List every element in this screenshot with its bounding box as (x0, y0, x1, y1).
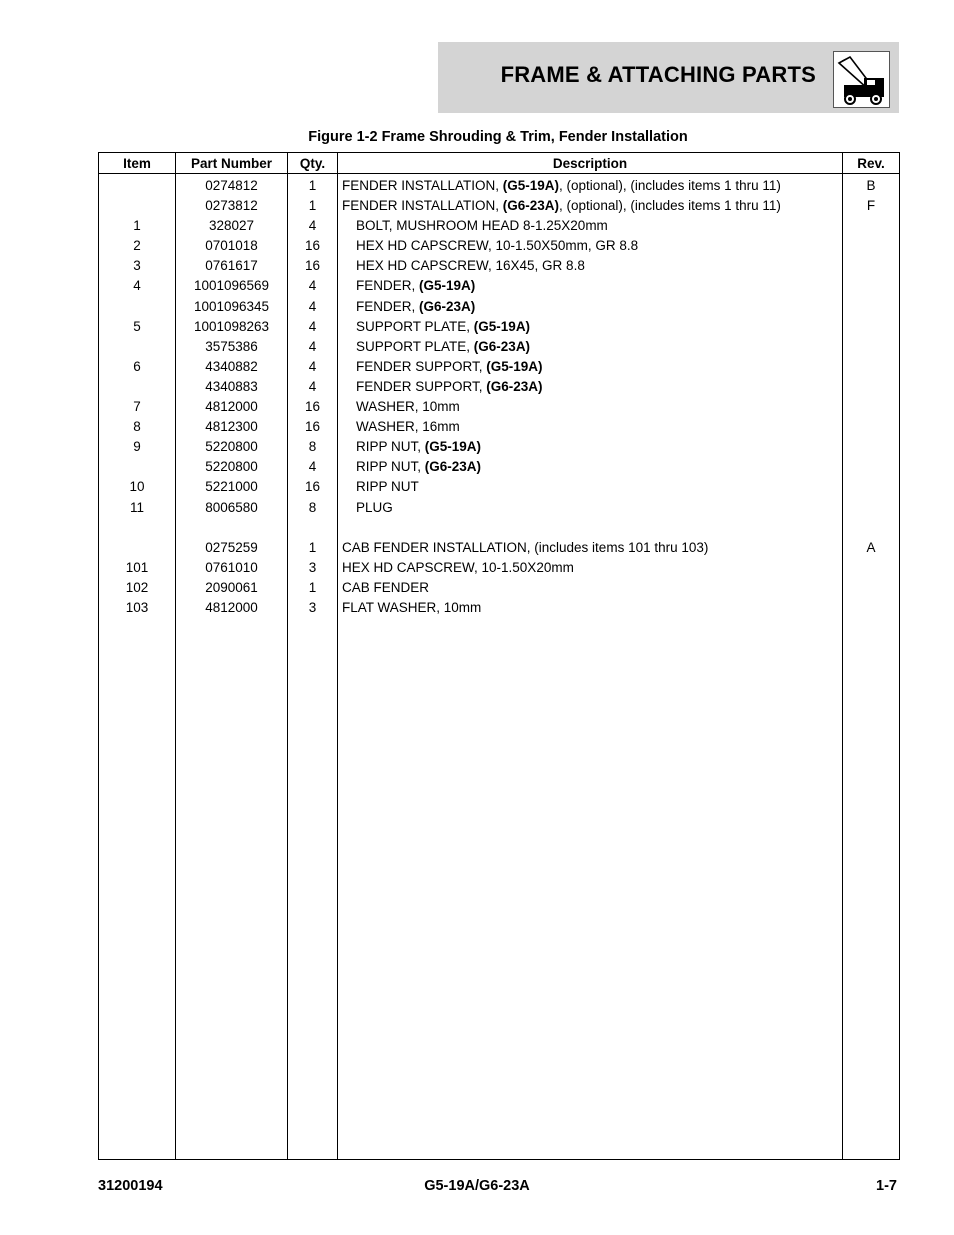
description-cell (338, 538, 843, 558)
qty-cell: 4 (288, 297, 338, 317)
page-number: 1-7 (876, 1178, 897, 1194)
qty-cell: 1 (288, 538, 338, 558)
description-text: SUPPORT PLATE, (356, 318, 474, 334)
table-row (99, 518, 900, 538)
section-title: FRAME & ATTACHING PARTS (500, 62, 816, 87)
description-text: FENDER INSTALLATION, (342, 178, 503, 193)
item-cell: 4 (99, 276, 176, 296)
rev-cell (843, 417, 900, 437)
rev-cell (843, 477, 900, 497)
parts-table (98, 152, 900, 1160)
table-row (99, 437, 900, 457)
qty-cell: 16 (288, 397, 338, 417)
item-cell: 102 (99, 578, 176, 598)
item-cell: 1 (99, 216, 176, 236)
description-cell (338, 518, 843, 538)
part-number-cell: 0275259 (176, 538, 288, 558)
part-number-cell: 4340883 (176, 377, 288, 397)
table-row (99, 558, 900, 578)
table-row (99, 417, 900, 437)
table-row (99, 216, 900, 236)
description-cell (338, 477, 843, 497)
item-cell: 11 (99, 498, 176, 518)
description-cell (338, 337, 843, 357)
description-cell (338, 196, 843, 216)
qty-cell: 4 (288, 457, 338, 477)
description-text: PLUG (356, 499, 393, 515)
rev-cell (843, 317, 900, 337)
rev-cell (843, 337, 900, 357)
machine-icon (833, 51, 890, 108)
model-code: (G6-23A) (424, 459, 482, 475)
description-cell (338, 256, 843, 276)
table-filler-row (99, 618, 900, 1159)
qty-cell: 4 (288, 337, 338, 357)
description-text: WASHER, 10mm (356, 399, 460, 415)
description-text: SUPPORT PLATE, (356, 338, 474, 354)
part-number-cell: 8006580 (176, 498, 288, 518)
table-row (99, 317, 900, 337)
rev-cell (843, 558, 900, 578)
rev-cell (843, 297, 900, 317)
column-header-part-number: Part Number (176, 153, 288, 174)
table-row (99, 477, 900, 497)
description-cell (338, 417, 843, 437)
item-cell: 8 (99, 417, 176, 437)
rev-cell: A (843, 538, 900, 558)
model-code: (G5-19A) (424, 439, 482, 455)
rev-cell (843, 457, 900, 477)
description-cell (338, 397, 843, 417)
rev-cell (843, 397, 900, 417)
description-cell (338, 297, 843, 317)
rev-cell (843, 578, 900, 598)
description-cell (338, 498, 843, 518)
table-row (99, 337, 900, 357)
item-cell (99, 457, 176, 477)
item-cell: 101 (99, 558, 176, 578)
table-row (99, 297, 900, 317)
column-header-rev: Rev. (843, 153, 900, 174)
rev-cell (843, 216, 900, 236)
item-cell: 103 (99, 598, 176, 618)
description-text: BOLT, MUSHROOM HEAD 8-1.25X20mm (356, 218, 608, 234)
description-text: WASHER, 16mm (356, 419, 460, 435)
table-row (99, 196, 900, 216)
item-cell: 2 (99, 236, 176, 256)
table-row (99, 538, 900, 558)
item-cell (99, 337, 176, 357)
item-cell: 3 (99, 256, 176, 276)
column-header-item: Item (99, 153, 176, 174)
part-number-cell: 4340882 (176, 357, 288, 377)
qty-cell: 8 (288, 498, 338, 518)
table-row (99, 498, 900, 518)
qty-cell: 1 (288, 174, 338, 197)
rev-cell (843, 357, 900, 377)
description-cell (338, 578, 843, 598)
qty-cell: 4 (288, 357, 338, 377)
description-cell (338, 216, 843, 236)
part-number-cell: 1001098263 (176, 317, 288, 337)
item-cell (99, 518, 176, 538)
description-text: CAB FENDER (342, 579, 430, 595)
figure-title: Figure 1-2 Frame Shrouding & Trim, Fender Installation (308, 129, 688, 145)
description-cell (338, 236, 843, 256)
description-text: FENDER, (356, 278, 420, 294)
item-cell: 6 (99, 357, 176, 377)
rev-cell: B (843, 174, 900, 197)
doc-number: 31200194 (98, 1178, 163, 1194)
model-code: (G5-19A) (502, 178, 560, 193)
model-code: (G6-23A) (502, 198, 560, 214)
part-number-cell: 0761010 (176, 558, 288, 578)
description-text: FENDER, (356, 298, 420, 314)
qty-cell: 4 (288, 216, 338, 236)
table-body (99, 174, 900, 1160)
description-cell (338, 437, 843, 457)
part-number-cell: 4812000 (176, 598, 288, 618)
qty-cell: 3 (288, 558, 338, 578)
description-text: FLAT WASHER, 10mm (342, 599, 482, 615)
table-row (99, 276, 900, 296)
part-number-cell: 5221000 (176, 477, 288, 497)
description-suffix: , (optional), (includes items 1 thru 11) (559, 178, 781, 193)
part-number-cell: 4812300 (176, 417, 288, 437)
qty-cell: 16 (288, 236, 338, 256)
section-header (438, 42, 899, 113)
table-row (99, 236, 900, 256)
qty-cell: 16 (288, 417, 338, 437)
part-number-cell: 5220800 (176, 437, 288, 457)
item-cell (99, 196, 176, 216)
table-row (99, 397, 900, 417)
description-cell (338, 276, 843, 296)
rev-cell (843, 437, 900, 457)
qty-cell: 4 (288, 276, 338, 296)
part-number-cell: 1001096569 (176, 276, 288, 296)
part-number-cell: 3575386 (176, 337, 288, 357)
qty-cell: 3 (288, 598, 338, 618)
column-header-qty: Qty. (288, 153, 338, 174)
model-code: (G5-19A) (419, 278, 476, 294)
description-cell (338, 317, 843, 337)
model-code: (G5-19A) (486, 358, 543, 374)
part-number-cell: 2090061 (176, 578, 288, 598)
table-row (99, 377, 900, 397)
rev-cell (843, 377, 900, 397)
description-cell (338, 457, 843, 477)
description-text: HEX HD CAPSCREW, 16X45, GR 8.8 (356, 258, 585, 274)
qty-cell: 1 (288, 196, 338, 216)
description-text: CAB FENDER INSTALLATION, (includes items 101 thru 103) (342, 539, 709, 555)
qty-cell: 4 (288, 377, 338, 397)
part-number-cell (176, 518, 288, 538)
description-text: FENDER INSTALLATION, (342, 198, 503, 214)
part-number-cell: 0274812 (176, 174, 288, 197)
rev-cell (843, 256, 900, 276)
description-cell (338, 598, 843, 618)
description-cell (338, 558, 843, 578)
table-header-row (99, 153, 900, 174)
qty-cell: 16 (288, 256, 338, 276)
rev-cell (843, 498, 900, 518)
model-code: (G6-23A) (419, 298, 476, 314)
description-suffix: , (optional), (includes items 1 thru 11) (559, 198, 781, 214)
model-code: (G6-23A) (486, 378, 543, 394)
rev-cell: F (843, 196, 900, 216)
description-cell (338, 357, 843, 377)
item-cell (99, 174, 176, 197)
part-number-cell: 4812000 (176, 397, 288, 417)
description-text: HEX HD CAPSCREW, 10-1.50X20mm (342, 559, 574, 575)
table-row (99, 357, 900, 377)
rev-cell (843, 276, 900, 296)
part-number-cell: 5220800 (176, 457, 288, 477)
model-code: (G6-23A) (473, 338, 531, 354)
rev-cell (843, 236, 900, 256)
description-cell (338, 174, 843, 197)
rev-cell (843, 598, 900, 618)
part-number-cell: 1001096345 (176, 297, 288, 317)
description-text: FENDER SUPPORT, (356, 358, 487, 374)
part-number-cell: 0761617 (176, 256, 288, 276)
item-cell (99, 538, 176, 558)
rev-cell (843, 518, 900, 538)
item-cell: 10 (99, 477, 176, 497)
qty-cell: 4 (288, 317, 338, 337)
part-number-cell: 328027 (176, 216, 288, 236)
table-row (99, 256, 900, 276)
qty-cell (288, 518, 338, 538)
item-cell: 5 (99, 317, 176, 337)
model-number: G5-19A/G6-23A (424, 1178, 530, 1194)
table-row (99, 457, 900, 477)
part-number-cell: 0273812 (176, 196, 288, 216)
table-row (99, 598, 900, 618)
description-text: HEX HD CAPSCREW, 10-1.50X50mm, GR 8.8 (356, 238, 639, 254)
item-cell: 7 (99, 397, 176, 417)
part-number-cell: 0701018 (176, 236, 288, 256)
item-cell: 9 (99, 437, 176, 457)
description-text: FENDER SUPPORT, (356, 378, 487, 394)
qty-cell: 1 (288, 578, 338, 598)
description-text: RIPP NUT (356, 479, 419, 495)
item-cell (99, 297, 176, 317)
model-code: (G5-19A) (473, 318, 531, 334)
column-header-description: Description (338, 153, 843, 174)
item-cell (99, 377, 176, 397)
description-text: RIPP NUT, (356, 439, 425, 455)
description-text: RIPP NUT, (356, 459, 425, 475)
table-row (99, 174, 900, 197)
table-row (99, 578, 900, 598)
description-cell (338, 377, 843, 397)
qty-cell: 8 (288, 437, 338, 457)
qty-cell: 16 (288, 477, 338, 497)
